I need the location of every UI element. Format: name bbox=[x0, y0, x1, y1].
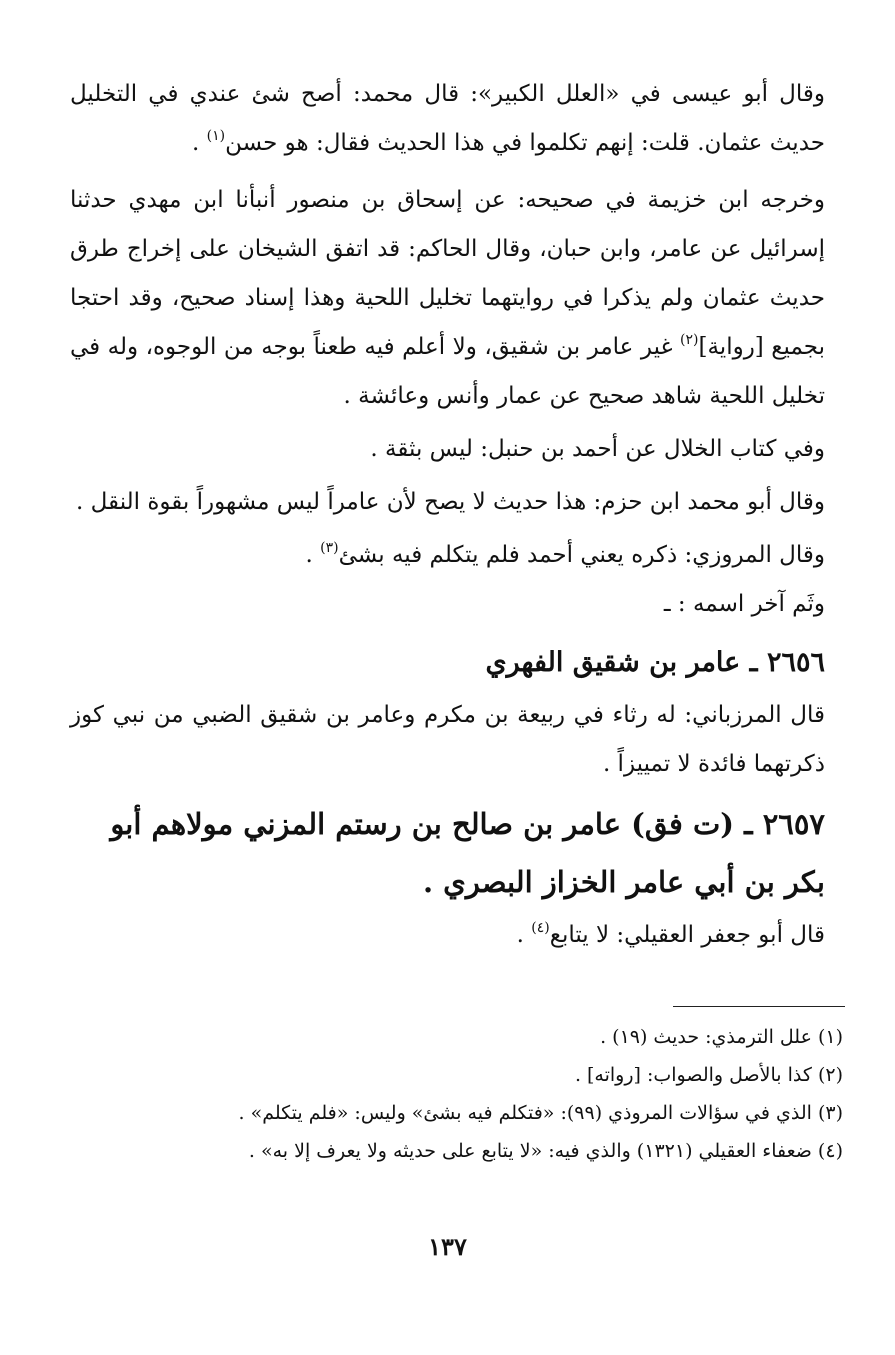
footnote-marker[interactable]: (٢) bbox=[680, 332, 699, 348]
footnote-1: (١) علل الترمذي: حديث (١٩) . bbox=[600, 1026, 843, 1048]
page-number: ١٣٧ bbox=[428, 1232, 467, 1261]
paragraph-khallal bbox=[70, 425, 825, 474]
entry-text-2657 bbox=[70, 911, 825, 960]
footnotes bbox=[73, 1018, 843, 1170]
footnote-marker[interactable]: (١) bbox=[206, 128, 226, 144]
footnote-divider bbox=[673, 1006, 845, 1007]
paragraph-ibn-hazm bbox=[70, 478, 825, 527]
footnote-4: (٤) ضعفاء العقيلي (١٣٢١) والذي فيه: «لا يتابع على حديثه ولا يعرف إلا به» . bbox=[248, 1140, 843, 1162]
footnote-3: (٣) الذي في سؤالات المروذي (٩٩): «فتكلم فيه بشئ» وليس: «فلم يتكلم» . bbox=[238, 1102, 843, 1124]
paragraph-end: . bbox=[192, 130, 207, 156]
entry-text-2656 bbox=[70, 691, 825, 789]
footnote-marker[interactable]: (٤) bbox=[531, 920, 550, 936]
paragraph-text: وثَم آخر اسمه : ـ bbox=[663, 591, 825, 617]
paragraph-text: وقال أبو محمد ابن حزم: هذا حديث لا يصح لأن عامراً ليس مشهوراً بقوة النقل . bbox=[76, 489, 825, 515]
paragraph-end: . bbox=[516, 922, 532, 948]
footnote-2: (٢) كذا بالأصل والصواب: [رواته] . bbox=[574, 1064, 843, 1086]
paragraph-another-name bbox=[70, 580, 825, 629]
paragraph-text: غير عامر بن شقيق، ولا أعلم فيه طعناً بوجه من الوجوه، وله في تخليل اللحية شاهد صحيح عن عمار وأنس وعائشة . bbox=[70, 334, 825, 409]
footnote-marker[interactable]: (٣) bbox=[320, 540, 339, 556]
paragraph-text: قال المرزباني: له رثاء في ربيعة بن مكرم وعامر بن شقيق الضبي من نبي كوز ذكرتهما فائدة لا تمييزاً . bbox=[70, 702, 825, 777]
paragraph-ilal-kabir bbox=[70, 70, 825, 168]
paragraph-text: وخرجه ابن خزيمة في صحيحه: عن إسحاق بن منصور أنبأنا ابن مهدي حدثنا إسرائيل عن عامر، وابن حبان، وقال الحاكم: قد اتفق الشيخان على إخراج طرق حديث عثمان ولم يذكرا في روايتهما تخليل اللحية وهذا إسناد صحيح، وقد احتجا بجميع [رواية] bbox=[70, 187, 825, 360]
paragraph-text: وقال أبو عيسى في «العلل الكبير»: قال محمد: أصح شئ عندي في التخليل حديث عثمان. قلت: إنهم تكلموا في هذا الحديث فقال: هو حسن bbox=[70, 81, 825, 156]
paragraph-end: . bbox=[305, 542, 321, 568]
main-text bbox=[70, 70, 825, 960]
paragraph-ibn-khuzayma bbox=[70, 176, 825, 421]
entry-title-2657: ٢٦٥٧ ـ (ت فق) عامر بن صالح بن رستم المزني مولاهم أبو بكر بن أبي عامر الخزاز البصري . bbox=[110, 807, 825, 899]
paragraph-text: وقال المروزي: ذكره يعني أحمد فلم يتكلم فيه بشئ bbox=[338, 542, 825, 568]
paragraph-marwazi bbox=[70, 531, 825, 580]
paragraph-text: قال أبو جعفر العقيلي: لا يتابع bbox=[549, 922, 825, 948]
paragraph-text: وفي كتاب الخلال عن أحمد بن حنبل: ليس بثقة . bbox=[370, 436, 825, 462]
entry-title-2656: ٢٦٥٦ ـ عامر بن شقيق الفهري bbox=[485, 647, 825, 678]
